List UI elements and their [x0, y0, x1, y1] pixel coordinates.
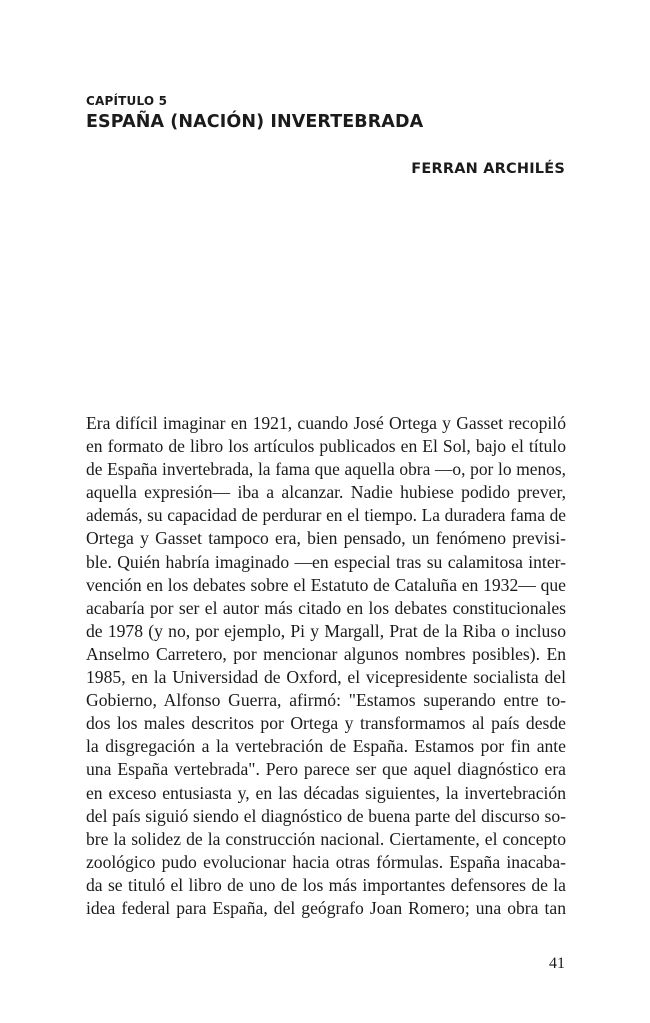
text-line: una España vertebrada". Pero parece ser que aquel diagnóstico era — [86, 759, 566, 780]
text-line: ble. Quién habría imaginado —en especial tras su calamitosa inter- — [86, 551, 566, 572]
text-line: en exceso entusiasta y, en las décadas siguientes, la invertebración — [86, 782, 566, 803]
text-line: 1985, en la Universidad de Oxford, el vicepresidente socialista del — [86, 667, 566, 688]
page-number: 41 — [549, 955, 565, 972]
text-line: del país siguió siendo el diagnóstico de buena parte del discurso so- — [86, 805, 566, 826]
text-line: de 1978 (y no, por ejemplo, Pi y Margall, Prat de la Riba o incluso — [86, 620, 566, 641]
text-line: además, su capacidad de perdurar en el tiempo. La duradera fama de — [86, 505, 566, 526]
text-line: bre la solidez de la construcción nacional. Ciertamente, el concepto — [86, 828, 566, 849]
text-line: acabaría por ser el autor más citado en los debates constitucionales — [86, 597, 566, 618]
text-line: Gobierno, Alfonso Guerra, afirmó: "Estamos superando entre to- — [86, 690, 566, 711]
text-line: aquella expresión— iba a alcanzar. Nadie hubiese podido prever, — [86, 482, 566, 503]
text-line: Era difícil imaginar en 1921, cuando José Ortega y Gasset recopiló — [86, 413, 566, 433]
text-line: la disgregación a la vertebración de España. Estamos por fin ante — [86, 736, 566, 757]
text-line: dos los males descritos por Ortega y transformamos al país desde — [86, 713, 566, 734]
author-name: FERRAN ARCHILÉS — [411, 161, 565, 177]
chapter-title: ESPAÑA (NACIÓN) INVERTEBRADA — [86, 112, 424, 132]
chapter-label: CAPÍTULO 5 — [86, 94, 168, 108]
text-line: vención en los debates sobre el Estatuto de Cataluña en 1932— que — [86, 574, 566, 595]
text-line: Anselmo Carretero, por mencionar algunos nombres posibles). En — [86, 643, 566, 664]
text-line: de España invertebrada, la fama que aquella obra —o, por lo menos, — [86, 459, 566, 480]
text-line: en formato de libro los artículos publicados en El Sol, bajo el título — [86, 436, 566, 457]
text-line: zoológico pudo evolucionar hacia otras fórmulas. España inacaba- — [86, 851, 566, 872]
text-line: Ortega y Gasset tampoco era, bien pensado, un fenómeno previsi- — [86, 528, 566, 549]
text-line: idea federal para España, del geógrafo Joan Romero; una obra tan — [86, 897, 566, 918]
text-line: da se tituló el libro de uno de los más importantes defensores de la — [86, 874, 566, 895]
body-paragraph — [86, 412, 566, 920]
